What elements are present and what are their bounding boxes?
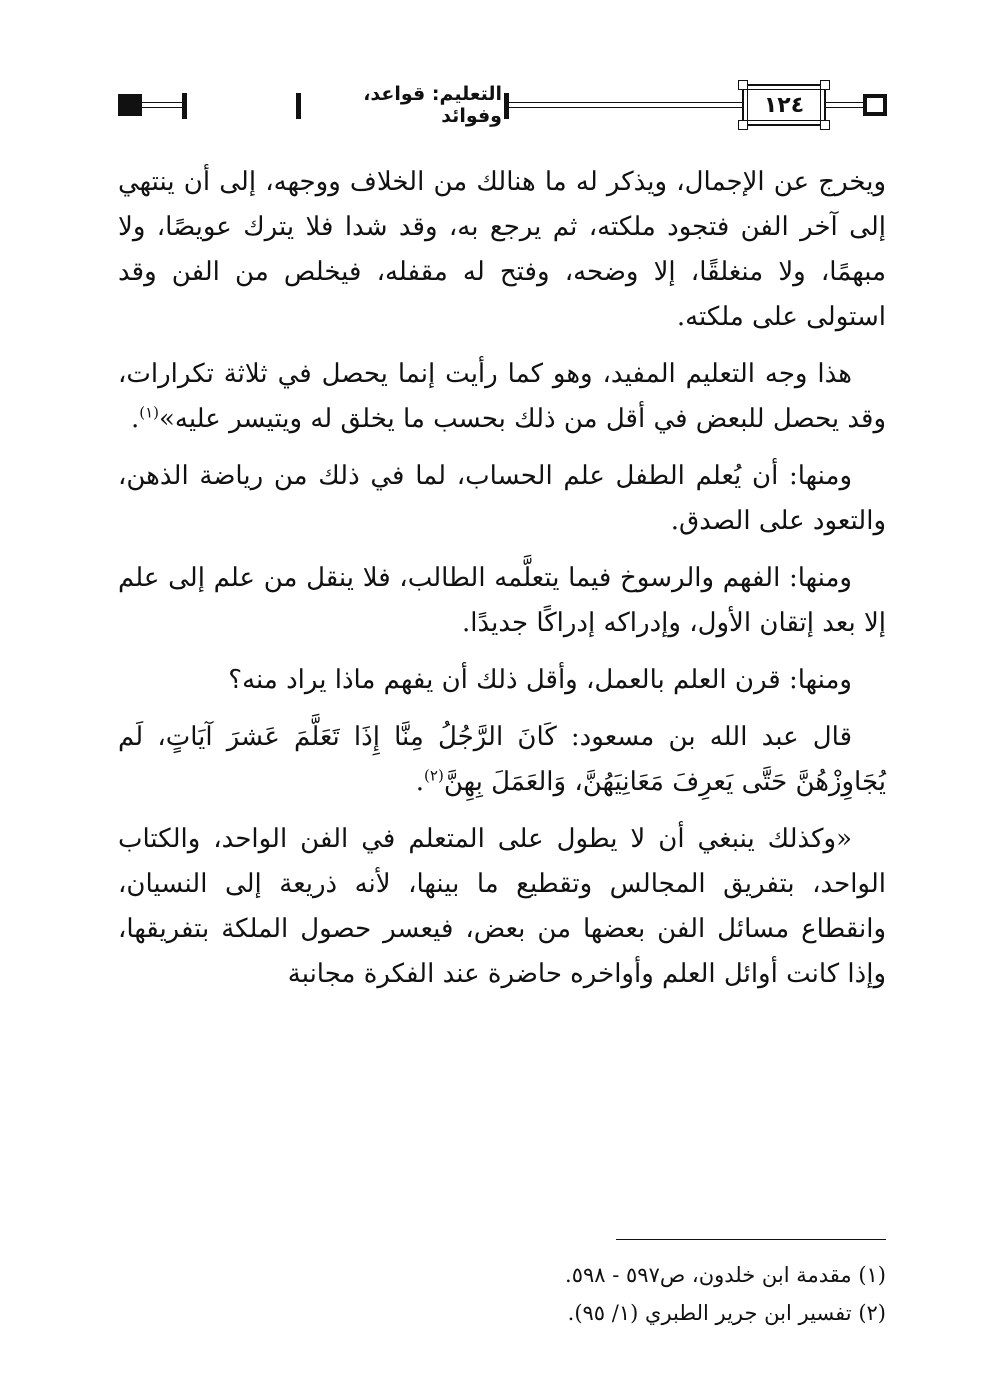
footnote-divider <box>616 1239 886 1240</box>
header-bar <box>296 93 301 119</box>
footnote: (٢) تفسير ابن جرير الطبري (١/ ٩٥). <box>567 1301 886 1325</box>
page-number: ١٢٤ <box>763 92 805 118</box>
running-title: التعليم: قواعد، وفوائد <box>363 83 502 127</box>
header-ornament-right <box>863 94 887 116</box>
footnote: (١) مقدمة ابن خلدون، ص٥٩٧ - ٥٩٨. <box>565 1263 886 1287</box>
paragraph: ومنها: أن يُعلم الطفل علم الحساب، لما في ذلك من رياضة الذهن، والتعود على الصدق. <box>118 461 886 536</box>
main-text <box>118 160 886 1009</box>
paragraph: ومنها: قرن العلم بالعمل، وأقل ذلك أن يفهم ماذا يراد منه؟ <box>228 665 852 695</box>
page-number-frame <box>742 84 826 126</box>
footnotes <box>118 1256 886 1332</box>
header-rule-right <box>826 102 863 108</box>
paragraph: هذا وجه التعليم المفيد، وهو كما رأيت إنما يحصل في ثلاثة تكرارات، وقد يحصل للبعض في أقل من ذلك بحسب ما يخلق له ويتيسر عليه»$^{(١)}$. <box>118 359 886 434</box>
header-rule-middle <box>509 102 742 108</box>
paragraph: «وكذلك ينبغي أن لا يطول على المتعلم في الفن الواحد، والكتاب الواحد، بتفريق المجالس وتقطيع ما بينها، لأنه ذريعة إلى النسيان، وانقطاع مسائل الفن بعضها من بعض، فيعسر حصول الملكة بتفريقها، وإذا كانت أوائل العلم وأواخره حاضرة عند الفكرة مجانبة <box>118 824 886 989</box>
header-rule-left-1 <box>142 102 182 108</box>
header-ornament-left <box>118 94 142 116</box>
page-header <box>116 84 888 128</box>
paragraph: قال عبد الله بن مسعود: كَانَ الرَّجُلُ مِنَّا إِذَا تَعَلَّمَ عَشرَ آيَاتٍ، لَم يُجَاوِزْهُنَّ حَتَّى يَعرِفَ مَعَانِيَهُنَّ، وَالعَمَلَ بِهِنَّ$^{(٢)}$. <box>118 722 886 797</box>
header-bar <box>182 93 187 119</box>
footnote-ref: (٢) <box>424 766 444 785</box>
paragraph: ومنها: الفهم والرسوخ فيما يتعلَّمه الطالب، فلا ينقل من علم إلى علم إلا بعد إتقان الأول، وإدراكه إدراكًا جديدًا. <box>118 563 886 638</box>
paragraph: ويخرج عن الإجمال، ويذكر له ما هنالك من الخلاف ووجهه، إلى أن ينتهي إلى آخر الفن فتجود ملكته، ثم يرجع به، وقد شدا فلا يترك عويصًا، ولا مبهمًا، ولا منغلقًا، إلا وضحه، وفتح له مقفله، فيخلص من الفن وقد استولى على ملكته. <box>118 167 886 332</box>
footnote-ref: (١) <box>139 403 159 422</box>
